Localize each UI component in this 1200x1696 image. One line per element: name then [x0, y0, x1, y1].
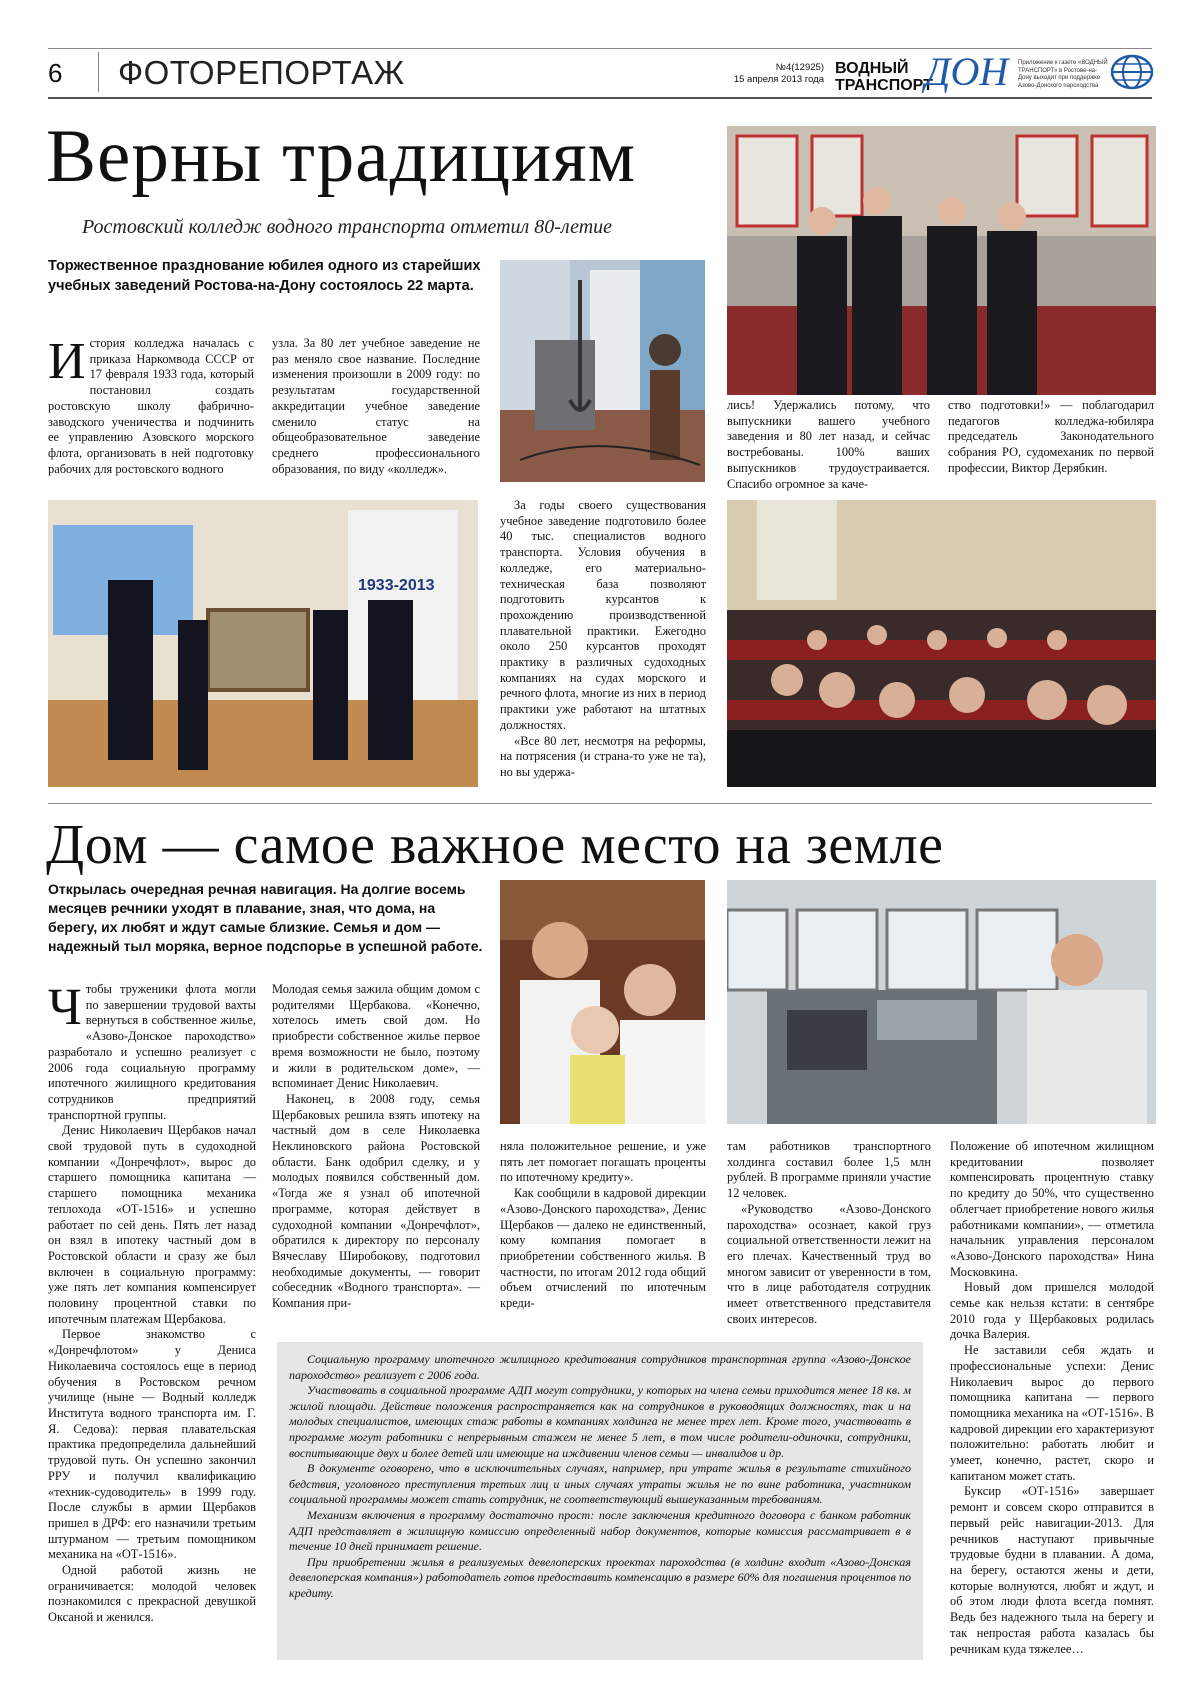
masthead-info: Приложение к газете «ВОДНЫЙ ТРАНСПОРТ» в Ростове-на-Дону выходит при поддержке Азово-Донского пароходства [1018, 60, 1108, 89]
article2-title: Дом — самое важное место на земле [46, 814, 944, 876]
monument-photo [500, 260, 705, 482]
article2-col3-p1: няла положительное решение, и уже пять лет помогает погашать проценты по ипотечному кредиту». [500, 1139, 706, 1185]
article1-col1-text: стория колледжа началась с приказа Наркомвода СССР от 17 февраля 1933 года, который постановил создать ростовскую школу фабрично-заводского ученичества и подчинить ее управлению Азовского морского флота, организовать в ней подготовку рабочих для ростовского водного [48, 336, 254, 476]
article2-col2-p2: Наконец, в 2008 году, семья Щербаковых решила взять ипотеку на частный дом в селе Николаевка Неклиновского района Ростовской области. Банк одобрил сделку, и у молодых появился собственный дом. «Тогда же я узнал об ипотечной программе, которая действует в судоходной компании «Донречфлот», обратился к директору по персоналу Вячеславу Широбокову, подготовил необходимые документы, — говорит собеседник «Водного транспорта». — Компания при- [272, 1091, 480, 1311]
header-divider [98, 52, 99, 92]
article2-col5-p4: Буксир «ОТ-1516» завершает ремонт и совсем скоро отправится в первый рейс навигации-2013. Для речников наступают привычные трудовые будни в плавании. А дома, на берегу, остаются жены и дети, которые волнуются, любят и ждут, и об этом люди флота всегда помнят. Ведь без надежного тыла на берегу и так непростая работа казалась бы речникам куда тяжелее… [950, 1484, 1154, 1656]
masthead-line2: ТРАНСПОРТ [835, 77, 933, 94]
article2-column-4 [727, 1139, 931, 1327]
article1-col3-p2: «Все 80 лет, несмотря на реформы, на потрясения (и страна-то уже не та), но вы удержа- [500, 733, 706, 779]
article1-column-4 [727, 398, 930, 492]
masthead-text [835, 60, 933, 94]
article2-col3-p2: Как сообщили в кадровой дирекции «Азово-Донского пароходства», Денис Щербаков — далеко не единственный, кому компания помогает в приобретении собственного жилья. В частности, по итогам 2012 года общий объем отчислений по ипотечным креди- [500, 1186, 706, 1311]
article2-col2-p1: Молодая семья зажила общим домом с родителями Щербакова. «Конечно, хотелось иметь свой дом. Но приобрести собственное жилье первое время возможности не было, поэтому и жили в родительском доме», — вспоминает Денис Николаевич. [272, 982, 480, 1091]
cadets-photo [727, 126, 1156, 395]
masthead-line1: ВОДНЫЙ [835, 60, 909, 77]
article1-subtitle: Ростовский колледж водного транспорта отметил 80-летие [82, 216, 613, 238]
rubric-title: ФОТОРЕПОРТАЖ [118, 54, 405, 91]
dropcap: Ч [48, 979, 82, 1036]
article2-col5-p1: Положение об ипотечном жилищном кредитовании позволяет компенсировать процентную ставку по кредиту до 50%, что существенно облегчает приобретение нового жилья работниками компании», — отметила начальник управления персоналом «Азово-Донского пароходства» Нина Московкина. [950, 1139, 1154, 1279]
info-box-p1: Социальную программу ипотечного жилищного кредитования сотрудников транспортная группа «Азово-Донское пароходство» реализует с 2006 года. [289, 1352, 911, 1382]
article1-column-3 [500, 498, 706, 781]
article1-column-2 [272, 336, 480, 477]
article2-col1-p2: Денис Николаевич Щербаков начал свой трудовой путь в судоходной компании «Донречфлот», вырос до старшего помощника капитана — старшего помощника механика теплохода «ОТ-1516» и успешно работает по сей день. Пять лет назад он взял в ипотеку частный дом в Ростовской области и сразу же был включен в социальную программу: уже пять лет компания компенсирует половину процентной ставки по ипотечным платежам Щербакова. [48, 1123, 256, 1326]
article2-column-1 [48, 979, 256, 1626]
ceremony-photo [48, 500, 478, 787]
info-box-p3: В документе оговорено, что в исключительных случаях, например, при утрате жилья в результате стихийного бедствия, уголовного преступления третьих лиц и иных случаях утраты жилья не по вине работника, участником социальной программы может стать сотрудник, не соответствующий вышеуказанным требованиям. [289, 1461, 911, 1507]
article1-column-5 [948, 398, 1154, 477]
article2-col4-p1: там работников транспортного холдинга составил более 1,5 млн рублей. В программе приняли участие 12 человек. [727, 1139, 931, 1201]
info-box [277, 1342, 923, 1660]
page-number: 6 [48, 58, 63, 88]
article2-col1-p1: тобы труженики флота могли по завершении трудовой вахты вернуться в собственное жилье, «Азово-Донское пароходство» разработало и успешно реализует с 2006 года социальную программу ипотечного жилищного кредитования сотрудников предприятий транспортной группы. [48, 982, 256, 1122]
banner-years: 1933-2013 [358, 577, 435, 594]
article2-col5-p2: Новый дом пришелся молодой семье как нельзя кстати: в сентябре 2010 года у Щербаковых родилась дочка Валерия. [950, 1280, 1154, 1342]
article1-col2-text: узла. За 80 лет учебное заведение не раз меняло свое название. Последние изменения произошли в 2009 году: по результатам государственной аккредитации учебное заведение сменило статус на общеобразовательное заведение среднего профессионального образования, по виду «колледж». [272, 336, 480, 476]
issue-info [728, 62, 824, 86]
dropcap: И [48, 333, 86, 390]
ship-bridge-photo [727, 880, 1156, 1124]
article1-title: Верны традициям [46, 115, 637, 198]
info-box-p5: При приобретении жилья в реализуемых девелоперских проектах пароходства (в холдинг входит «Азово-Донская девелоперская компания») работодатель готов предоставить компенсацию в размере 60% для погашения процентов по кредиту. [289, 1554, 911, 1600]
article2-column-2 [272, 982, 480, 1312]
issue-number: №4(12925) [775, 62, 824, 73]
audience-photo [727, 500, 1156, 787]
article1-col3-p1: За годы своего существования учебное заведение подготовило более 40 тыс. специалистов водного транспорта. Условия обучения в колледже, его материально-техническая база позволяют подготовить курсантов к прохождению производственной плавательной практики. Ежегодно около 250 курсантов проходят практику в различных судоходных компаниях на судах морского и речного флота, многие из них в период практики уже работают на штатных должностях. [500, 498, 706, 732]
article2-column-3 [500, 1139, 706, 1312]
article2-col1-p4: Одной работой жизнь не ограничивается: молодой человек познакомился с прекрасной девушкой Оксаной и женился. [48, 1563, 256, 1625]
issue-date: 15 апреля 2013 года [733, 74, 824, 85]
article2-col4-p2: «Руководство «Азово-Донского пароходства» осознает, какой груз социальной ответственности лежит на его плечах. Качественный труд во многом зависит от уверенности в том, что в лице работодателя сотрудник имеет ответственного представителя своих интересов. [727, 1201, 931, 1326]
globe-anchor-logo-icon [1110, 54, 1154, 90]
header-bottom-rule [48, 97, 1152, 99]
masthead-don: ДОН [925, 49, 1009, 94]
article1-col4-text: лись! Удержались потому, что выпускники вашего учебного заведения и 80 лет назад, и сейчас востребованы. 100% ваших выпускников трудоустраивается. Спасибо огромное за каче- [727, 398, 930, 491]
article2-column-5 [950, 1139, 1154, 1657]
article2-lead: Открылась очередная речная навигация. На долгие восемь месяцев речники уходят в плавание, зная, что дома, на берегу, их любят и ждут самые близкие. Семья и дом — надежный тыл моряка, верное подспорье в успешной работе. [48, 881, 483, 954]
article1-column-1 [48, 333, 254, 477]
article1-col5-text: ство подготовки!» — поблагодарил педагогов колледжа-юбиляра председатель Законодательного собрания РО, судомеханик по первой профессии, Виктор Дерябкин. [948, 398, 1154, 475]
article2-col5-p3: Не заставили себя ждать и профессиональные успехи: Денис Николаевич вырос до первого помощника капитана — первого помощника механика на «ОТ-1516». В кадровой дирекции его характеризуют положительно: работать любит и умеет, конечно, растет, скоро и капитаном может стать. [950, 1343, 1154, 1483]
article2-col1-p3: Первое знакомство с «Донречфлотом» у Дениса Николаевича состоялось еще в период обучения в Ростовском речном училище (ныне — Водный колледж Института водного транспорта им. Г. Я. Седова): первая плавательская практика предопределила дальнейший трудовой путь. Он успешно закончил РРУ и получил квалификацию «техник-судоводитель» в 1999 году. После службы в армии Щербаков пришел в ДРФ: его назначили третьим штурманом — третьим помощником механика на «ОТ-1516». [48, 1327, 256, 1562]
family-photo [500, 880, 705, 1124]
article1-lead: Торжественное празднование юбилея одного из старейших учебных заведений Ростова-на-Дону состоялось 22 марта. [48, 258, 481, 294]
info-box-p2: Участвовать в социальной программе АДП могут сотрудники, у которых на члена семьи приходится менее 18 кв. м жилой площади. Действие положения распространяется как на сотрудников в руководящих должностях, так и на молодых специалистов, имеющих стаж работы в компаниях холдинга не менее трех лет. Кроме того, участвовать в программе могут работники с непрерывным стажем не менее 5 лет, в том числе родители-одиночки, сотрудники, воспитывающие двух и более детей или имеющие на иждивении членов семьи — инвалидов и др. [289, 1383, 911, 1460]
section-divider [48, 803, 1152, 804]
info-box-p4: Механизм включения в программу достаточно прост: после заключения кредитного договора с банком работник АДП представляет в жилищную комиссию определенный набор документов, которые комиссия рассматривает в в течение 10 дней принимает решение. [289, 1507, 911, 1554]
